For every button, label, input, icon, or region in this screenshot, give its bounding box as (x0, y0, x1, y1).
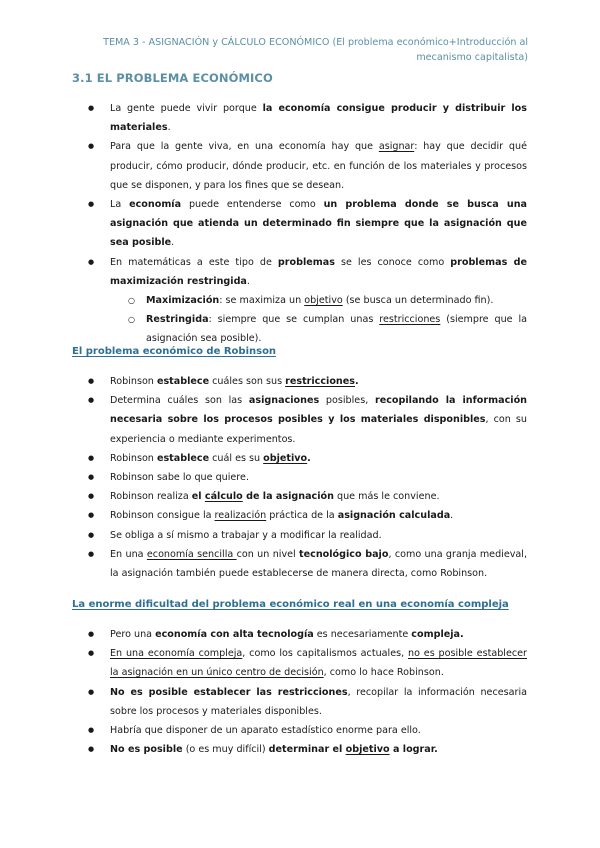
list-item: ● Robinson establece cuál es su objetivo. (72, 449, 527, 468)
section1-bullet-list (72, 99, 527, 349)
list-item: ● Robinson realiza el cálculo de la asignación que más le conviene. (72, 487, 527, 506)
list-item: ● En una economía sencilla con un nivel tecnológico bajo, como una granja medieval, la asignación también puede establecerse de manera directa, como Robinson. (72, 545, 527, 583)
list-item: ● Robinson sabe lo que quiere. (72, 468, 527, 487)
header-line-1: TEMA 3 - ASIGNACIÓN y CÁLCULO ECONÓMICO (El problema económico+Introducción al (103, 37, 528, 48)
list-item: ● La economía puede entenderse como un problema donde se busca una asignación que atienda un determinado fin siempre que la asignación que sea posible. (72, 195, 527, 253)
list-item: ● No es posible (o es muy difícil) determinar el objetivo a lograr. (72, 740, 527, 759)
sub-list-item: ○ Restringida: siempre que se cumplan unas restricciones (siempre que la asignación sea posible). (110, 310, 527, 348)
sub-list (110, 291, 527, 349)
section-title-problema-economico: 3.1 EL PROBLEMA ECONÓMICO (72, 71, 273, 85)
list-item: ● Se obliga a sí mismo a trabajar y a modificar la realidad. (72, 526, 527, 545)
header-line-2: mecanismo capitalista) (416, 51, 528, 63)
list-item: ● Habría que disponer de un aparato estadístico enorme para ello. (72, 721, 527, 740)
list-item: ● Robinson consigue la realización práctica de la asignación calculada. (72, 506, 527, 525)
sub-list-item: ○ Maximización: se maximiza un objetivo (se busca un determinado fin). (110, 291, 527, 310)
section3-bullet-list (72, 625, 527, 759)
section-title-robinson: El problema económico de Robinson (72, 346, 277, 357)
list-item: ● Pero una economía con alta tecnología es necesariamente compleja. (72, 625, 527, 644)
section-title-economia-compleja: La enorme dificultad del problema económico real en una economía compleja (72, 599, 509, 610)
list-item: ● En una economía compleja, como los capitalismos actuales, no es posible establecer la asignación en un único centro de decisión, como lo hace Robinson. (72, 644, 527, 682)
list-item: ● No es posible establecer las restricciones, recopilar la información necesaria sobre los procesos y materiales disponibles. (72, 683, 527, 721)
list-item: ● Robinson establece cuáles son sus restricciones. (72, 372, 527, 391)
list-item: ● La gente puede vivir porque la economía consigue producir y distribuir los materiales. (72, 99, 527, 137)
list-item: ● Determina cuáles son las asignaciones posibles, recopilando la información necesaria sobre los procesos posibles y los materiales disponibles, con su experiencia o mediante experimentos. (72, 391, 527, 449)
page-header (58, 36, 528, 65)
list-item: ● Para que la gente viva, en una economía hay que asignar: hay que decidir qué producir, cómo producir, dónde producir, etc. en función de los materiales y procesos que se disponen, y para los fines que se desean. (72, 137, 527, 195)
section2-bullet-list (72, 372, 527, 583)
list-item: ● En matemáticas a este tipo de problemas se les conoce como problemas de maximización restringida. ○ Maximización: se maximiza un objetivo (se busca un determinado fin). ○ Restringida: siempre que se cumplan unas restricciones (siempre que la asignación sea posible). (72, 253, 527, 349)
